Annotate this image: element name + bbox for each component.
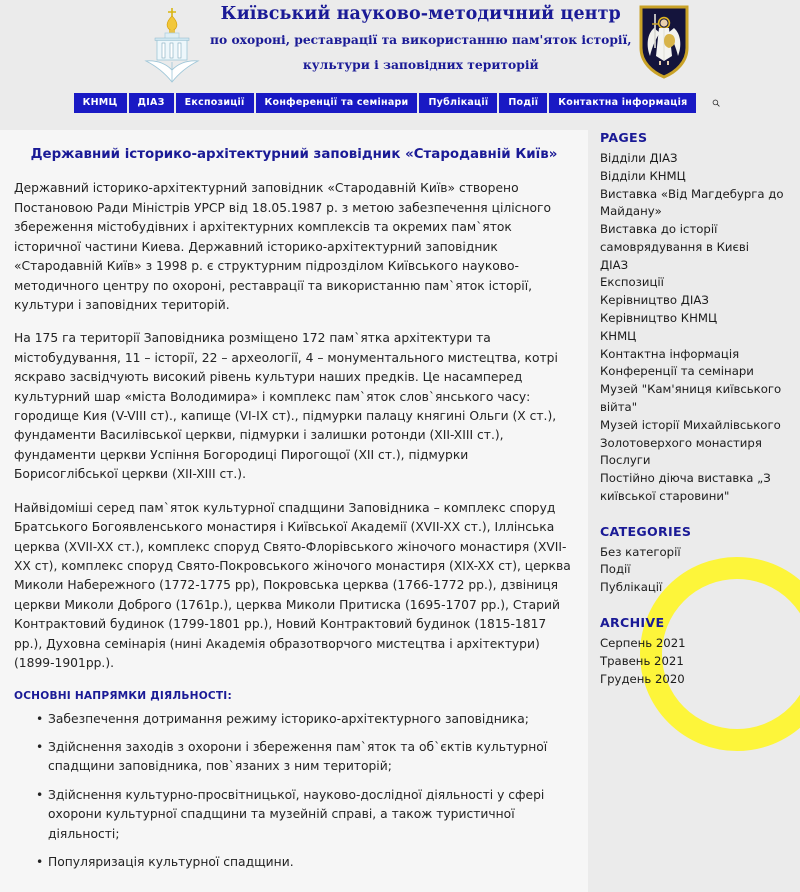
main-navigation (0, 88, 800, 118)
page-title: Державний історико-архітектурний заповідник «Стародавній Київ» (30, 147, 558, 162)
sidebar-item-knmc[interactable]: КНМЦ (600, 328, 637, 343)
sidebar-widget-categories-title: CATEGORIES (600, 523, 692, 539)
site-title-sub-line1: по охороні, реставрації та використанню пам'яток історії, (210, 31, 632, 47)
sidebar-category-publikatsii[interactable]: Публікації (600, 580, 663, 595)
site-header (0, 0, 800, 88)
sidebar-pages-list (600, 150, 792, 506)
sidebar-item-postiyno-diyucha-vystavka[interactable]: Постійно діюча виставка „З київської старовини" (600, 471, 771, 503)
sidebar-category-bez-kategorii[interactable]: Без категорії (600, 544, 681, 559)
kyiv-coat-of-arms-archangel-michael-icon (638, 4, 690, 80)
list-item: • Забезпечення дотримання режиму історико-архітектурного заповідника; (36, 710, 574, 729)
sidebar-item-diaz[interactable]: ДІАЗ (600, 257, 629, 272)
list-item: • Здійснення культурно-просвітницької, науково-дослідної діяльності у сфері охорони культурної спадщини та музейній справі, а також туристичної діяльності; (36, 786, 574, 844)
sidebar-item-viddily-knmc[interactable]: Відділи КНМЦ (600, 168, 686, 183)
content-paragraph-3: Найвідоміші серед пам`яток культурної спадщини Заповідника – комплекс споруд Братського Богоявленського монастиря і Київської Академії (XVII-XX ст.), Іллінська церква (XVII-XX ст.), комплекс споруд Свято-Флорівського жіночого монастиря (XVII-XX ст), комплекс споруд Свято-Покровського жіночого монастиря (XIX-XX ст), церква Миколи Набережного (1772-1775 рр), Покровська церква (1766-1772 рр.), дзвіниця церкви Миколи Доброго (1761р.), церква Миколи Притиска (1695-1707 рр.), Старий Контрактовий будинок (1799-1801 рр.), Новий Контрактовий будинок (1815-1817 рр.), Духовна семінарія (нині Академія образотворчого мистецтва і архітектури) (1899-1901рр.). (14, 500, 571, 671)
nav-item-knmc[interactable]: КНМЦ (74, 93, 127, 114)
sidebar-widget-categories (600, 524, 792, 597)
sidebar-item-ekspozitsii[interactable]: Експозиції (600, 275, 664, 290)
sidebar-archive-traven-2021[interactable]: Травень 2021 (600, 653, 684, 668)
nav-item-podii[interactable]: Події (499, 93, 547, 114)
sidebar-item-muzey-kamyanytsya[interactable]: Музей "Кам'яниця київського війта" (600, 382, 782, 414)
sidebar-archive-list (600, 635, 792, 688)
sidebar-archive-serpen-2021[interactable]: Серпень 2021 (600, 635, 686, 650)
sidebar-item-vystavka-vid-magdeburga[interactable]: Виставка «Від Магдебурга до Майдану» (600, 186, 784, 219)
sidebar-widget-archive (600, 615, 792, 688)
directions-list (14, 710, 574, 873)
search-icon[interactable] (706, 93, 726, 113)
page-body (0, 118, 800, 892)
content-paragraph-2: На 175 га території Заповідника розміщено 172 пам`ятка архітектури та містобудування, 11 – історії, 22 – археології, 4 – монументального мистецтва, котрі яскраво засвідчують високий рівень культури наших предків. Це насамперед культурний шар «міста Володимира» і комплекс пам`яток слов`янського часу: городище Кия (V-VIII ст)., капище (VI-IX ст)., підмурки палацу княгині Ольги (X ст.), фундаменти Василівської церкви, підмурки і залишки ротонди (XII-XIII ст.), фундаменти церкви Успіння Богородиці Пирогощої (XII ст.), підмурки Борисоглібської церкви (XII-XIII ст.). (14, 331, 558, 482)
header-inner (140, 0, 660, 84)
content-paragraph-1: Державний історико-архітектурний заповідник «Стародавній Київ» створено Постановою Ради Міністрів УРСР від 18.05.1987 р. з метою забезпечення цілісного збереження містобудівних і архітектурних комплексів та окремих пам`яток історичної частини Киева. Державний історико-архітектурний заповідник «Стародавній Київ» з 1998 р. є структурним підрозділом Київського науково-методичного центру по охороні, реставрації та використанню пам`яток історії, культури і заповідних територій. (14, 181, 551, 312)
nav-item-publikatsii[interactable]: Публікації (419, 93, 497, 114)
sidebar-category-podii[interactable]: Події (600, 562, 631, 577)
sidebar-item-kontaktna-informatsiya[interactable]: Контактна інформація (600, 346, 740, 361)
nav-item-konferentsii-ta-seminary[interactable]: Конференції та семінари (256, 93, 418, 114)
church-rotunda-logo-icon (140, 4, 204, 84)
sidebar-item-vystavka-samovryaduvannya[interactable]: Виставка до історії самоврядування в Києві (600, 222, 750, 254)
site-title-sub-line2: культури і заповідних територій (302, 56, 539, 72)
sidebar-archive-gruden-2020[interactable]: Грудень 2020 (600, 671, 685, 686)
header-titles (204, 4, 638, 73)
sidebar-widget-archive-title: ARCHIVE (600, 614, 665, 630)
site-title-main: Київський науково-методичний центр (220, 4, 621, 24)
nav-item-diaz[interactable]: ДІАЗ (129, 93, 174, 114)
sidebar-item-viddily-diaz[interactable]: Відділи ДІАЗ (600, 151, 678, 165)
list-item: • Здійснення заходів з охорони і збереження пам`яток та об`єктів культурної спадщини заповідника, пов`язаних з ним територій; (36, 738, 574, 777)
sidebar-widget-pages (600, 130, 792, 506)
sidebar-widget-pages-title: PAGES (600, 130, 648, 145)
sidebar-categories-list (600, 544, 792, 597)
sidebar-item-kerivnytstvo-knmc[interactable]: Керівництво КНМЦ (600, 311, 718, 326)
sidebar (588, 130, 800, 704)
main-navigation-list (74, 93, 727, 114)
sidebar-item-konferentsii-ta-seminary[interactable]: Конференції та семінари (600, 364, 754, 379)
main-content-column (0, 130, 588, 892)
sidebar-item-kerivnytstvo-diaz[interactable]: Керівництво ДІАЗ (600, 293, 709, 308)
nav-item-ekspozitsii[interactable]: Експозиції (176, 93, 254, 114)
sidebar-item-poslugy[interactable]: Послуги (600, 453, 651, 468)
directions-heading: ОСНОВНІ НАПРЯМКИ ДІЯЛЬНОСТІ: (14, 689, 232, 702)
nav-item-kontaktna-informatsiya[interactable]: Контактна інформація (549, 93, 696, 114)
sidebar-item-muzey-mykhaylivskogo[interactable]: Музей історії Михайлівського Золотоверхого монастиря (600, 417, 781, 450)
list-item: • Популяризація культурної спадщини. (36, 853, 574, 872)
